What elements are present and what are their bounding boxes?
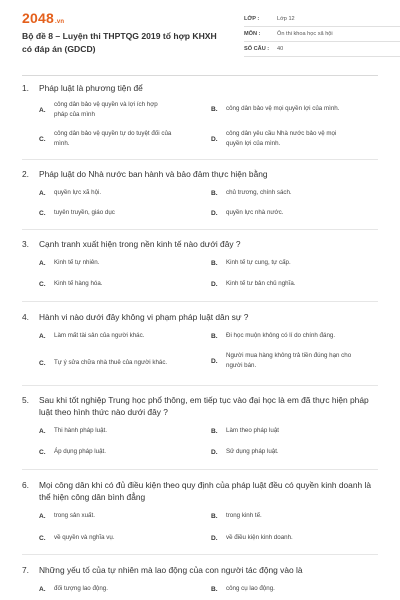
option-text: Đi học muộn không có lí do chính đáng. xyxy=(226,332,336,339)
option-text: về điều kiện kinh doanh. xyxy=(226,534,293,541)
option-letter: B. xyxy=(211,259,218,267)
question-number: 1. xyxy=(22,83,29,93)
option-text: chủ trương, chính sách. xyxy=(226,189,292,196)
option-b[interactable] xyxy=(211,104,381,114)
option-c[interactable] xyxy=(39,447,209,457)
option-text: Làm mất tài sản của người khác. xyxy=(54,332,145,339)
option-letter: D. xyxy=(211,135,218,143)
option-text: công dân yêu cầu Nhà nước bảo vệ mọi quyền lợi của mình. xyxy=(226,130,337,147)
question-stem xyxy=(22,479,378,503)
question-number: 2. xyxy=(22,169,29,179)
option-letter: B. xyxy=(211,512,218,520)
meta-value: Lớp 12 xyxy=(277,16,295,22)
option-a[interactable] xyxy=(39,100,209,120)
option-a[interactable] xyxy=(39,258,209,268)
option-c[interactable] xyxy=(39,358,209,368)
meta-label: SỐ CÂU : xyxy=(244,46,270,52)
question-text: Những yếu tố của tự nhiên mà lao động của con người tác động vào là xyxy=(39,565,303,575)
option-letter: D. xyxy=(211,280,218,288)
option-a[interactable] xyxy=(39,584,209,594)
question-divider xyxy=(22,229,378,230)
option-b[interactable] xyxy=(211,584,381,594)
option-c[interactable] xyxy=(39,129,209,149)
option-letter: C. xyxy=(39,359,46,367)
option-a[interactable] xyxy=(39,426,209,436)
question-stem xyxy=(22,82,378,94)
option-grid xyxy=(39,576,378,600)
option-d[interactable] xyxy=(211,351,381,371)
meta-value: 40 xyxy=(277,46,284,52)
question-number: 3. xyxy=(22,239,29,249)
option-text: công cụ lao động. xyxy=(226,585,275,592)
document-header xyxy=(22,0,378,76)
option-text: Thi hành pháp luật. xyxy=(54,427,107,434)
meta-label: MÔN : xyxy=(244,31,261,37)
option-letter: A. xyxy=(39,332,46,340)
meta-row-class xyxy=(244,12,400,27)
option-letter: C. xyxy=(39,209,46,217)
option-a[interactable] xyxy=(39,511,209,521)
question-item xyxy=(22,564,378,600)
logo-sub-text: .vn xyxy=(54,19,65,25)
option-letter: A. xyxy=(39,189,46,197)
question-text: Mọi công dân khi có đủ điều kiện theo quy định của pháp luật đều có quyền kinh doanh là thể hiện công dân bình đẳng xyxy=(39,480,371,502)
question-divider xyxy=(22,469,378,470)
option-letter: C. xyxy=(39,534,46,542)
option-grid xyxy=(39,323,378,379)
option-text: Kinh tế tư bản chủ nghĩa. xyxy=(226,280,296,287)
option-letter: A. xyxy=(39,512,46,520)
question-item xyxy=(22,479,378,551)
question-number: 5. xyxy=(22,395,29,405)
question-stem xyxy=(22,394,378,418)
option-grid xyxy=(39,250,378,298)
option-letter: A. xyxy=(39,585,46,593)
option-text: đối tượng lao động. xyxy=(54,585,108,592)
option-text: Tự ý sửa chữa nhà thuê của người khác. xyxy=(54,359,168,366)
option-b[interactable] xyxy=(211,426,381,436)
option-text: Sử dụng pháp luật. xyxy=(226,448,279,455)
meta-row-subject xyxy=(244,27,400,42)
option-grid xyxy=(39,503,378,551)
question-divider xyxy=(22,385,378,386)
option-grid xyxy=(39,94,378,158)
question-item xyxy=(22,394,378,466)
option-letter: D. xyxy=(211,448,218,456)
question-number: 6. xyxy=(22,480,29,490)
option-letter: D. xyxy=(211,209,218,217)
option-b[interactable] xyxy=(211,258,381,268)
document-meta xyxy=(244,12,400,57)
option-c[interactable] xyxy=(39,533,209,543)
question-text: Hành vi nào dưới đây không vi phạm pháp luật dân sự ? xyxy=(39,312,249,322)
option-d[interactable] xyxy=(211,533,381,543)
option-letter: B. xyxy=(211,427,218,435)
option-text: công dân bảo vệ quyền tự do tuyệt đối của mình. xyxy=(54,130,172,147)
option-text: trong kinh tế. xyxy=(226,512,262,519)
question-text: Sau khi tốt nghiệp Trung học phổ thông, em tiếp tục vào đại học là em đã thực hiện pháp luật theo hình thức nào dưới đây ? xyxy=(39,395,369,417)
option-letter: C. xyxy=(39,448,46,456)
option-letter: C. xyxy=(39,135,46,143)
question-item xyxy=(22,82,378,158)
option-text: Kinh tế tự cung, tự cấp. xyxy=(226,259,291,266)
option-text: quyền lực xã hội. xyxy=(54,189,102,196)
question-stem xyxy=(22,238,378,250)
question-item xyxy=(22,311,378,379)
option-b[interactable] xyxy=(211,331,381,341)
meta-row-count xyxy=(244,42,400,57)
option-a[interactable] xyxy=(39,331,209,341)
option-grid xyxy=(39,418,378,466)
option-text: quyền lực nhà nước. xyxy=(226,209,284,216)
meta-value: Ôn thi khoa học xã hội xyxy=(277,31,333,37)
option-letter: B. xyxy=(211,105,218,113)
option-text: công dân bảo vệ mọi quyền lợi của mình. xyxy=(226,105,340,112)
logo-main-text: 2048 xyxy=(22,10,54,26)
option-letter: B. xyxy=(211,332,218,340)
option-text: Kinh tế tự nhiên. xyxy=(54,259,100,266)
option-letter: D. xyxy=(211,534,218,542)
question-number: 4. xyxy=(22,312,29,322)
question-divider xyxy=(22,301,378,302)
question-item xyxy=(22,238,378,298)
option-grid xyxy=(39,180,378,228)
option-letter: D. xyxy=(211,357,218,365)
question-stem xyxy=(22,168,378,180)
option-b[interactable] xyxy=(211,188,381,198)
option-text: Người mua hàng không trả tiền đúng hạn cho người bán. xyxy=(226,352,352,369)
option-text: Áp dụng pháp luật. xyxy=(54,448,106,455)
option-text: về quyền và nghĩa vụ. xyxy=(54,534,115,541)
question-text: Pháp luật do Nhà nước ban hành và bảo đảm thực hiện bằng xyxy=(39,169,268,179)
option-text: Kinh tế hàng hóa. xyxy=(54,280,103,287)
option-d[interactable] xyxy=(211,447,381,457)
meta-label: LỚP : xyxy=(244,16,260,22)
question-text: Cạnh tranh xuất hiện trong nền kinh tế nào dưới đây ? xyxy=(39,239,241,249)
option-letter: A. xyxy=(39,106,46,114)
option-letter: A. xyxy=(39,259,46,267)
option-letter: A. xyxy=(39,427,46,435)
option-d[interactable] xyxy=(211,129,381,149)
question-item xyxy=(22,168,378,228)
document-title: Bộ đề 8 – Luyện thi THPTQG 2019 tổ hợp KHXH có đáp án (GDCD) xyxy=(22,31,217,54)
question-stem xyxy=(22,564,378,576)
question-divider xyxy=(22,554,378,555)
option-text: trong sản xuất. xyxy=(54,512,95,519)
option-letter: C. xyxy=(39,280,46,288)
option-c[interactable] xyxy=(39,208,209,218)
question-divider xyxy=(22,159,378,160)
question-number: 7. xyxy=(22,565,29,575)
option-b[interactable] xyxy=(211,511,381,521)
question-stem xyxy=(22,311,378,323)
option-letter: B. xyxy=(211,585,218,593)
option-c[interactable] xyxy=(39,279,209,289)
option-letter: B. xyxy=(211,189,218,197)
option-d[interactable] xyxy=(211,208,381,218)
option-text: tuyên truyền, giáo dục xyxy=(54,209,115,216)
option-text: công dân bảo vệ quyền và lợi ích hợp pháp của mình xyxy=(54,101,158,118)
option-text: Làm theo pháp luật xyxy=(226,427,279,434)
option-a[interactable] xyxy=(39,188,209,198)
option-d[interactable] xyxy=(211,279,381,289)
site-logo[interactable] xyxy=(22,10,64,26)
question-text: Pháp luật là phương tiện để xyxy=(39,83,143,93)
